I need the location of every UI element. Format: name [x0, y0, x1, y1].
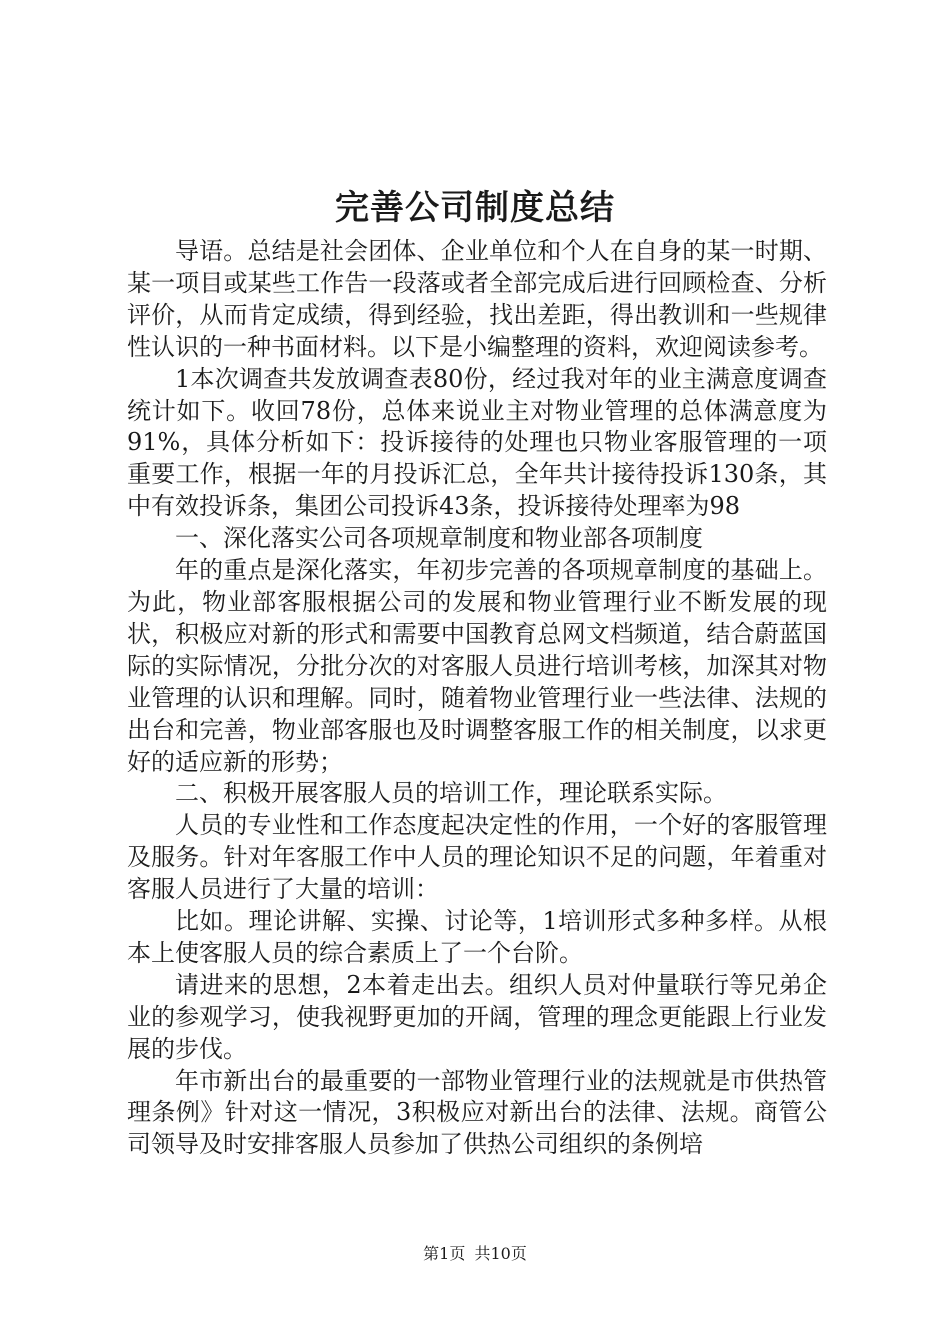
paragraph-go-out: 请进来的思想，2本着走出去。组织人员对仲量联行等兄弟企业的参观学习，使我视野更加的开阔，管理的理念更能跟上行业发展的步伐。	[127, 970, 827, 1063]
paragraph-intro: 导语。总结是社会团体、企业单位和个人在自身的某一时期、某一项目或某些工作告一段落或者全部完成后进行回顾检查、分析评价，从而肯定成绩，得到经验，找出差距，得出教训和一些规律性认识的一种书面材料。以下是小编整理的资料，欢迎阅读参考。	[127, 237, 827, 361]
section-heading-2: 二、积极开展客服人员的培训工作，理论联系实际。	[175, 779, 727, 808]
paragraph-training-forms: 比如。理论讲解、实操、讨论等，1培训形式多种多样。从根本上使客服人员的综合素质上了一个台阶。	[127, 907, 827, 967]
document-body	[127, 236, 827, 1161]
paragraph-section-1: 年的重点是深化落实，年初步完善的各项规章制度的基础上。为此，物业部客服根据公司的发展和物业管理行业不断发展的现状，积极应对新的形式和需要中国教育总网文档频道，结合蔚蓝国际的实际情况，分批分次的对客服人员进行培训考核，加深其对物业管理的认识和理解。同时，随着物业管理行业一些法律、法规的出台和完善，物业部客服也及时调整客服工作的相关制度，以求更好的适应新的形势；	[127, 556, 827, 776]
page-number: 第1页	[423, 1244, 466, 1263]
page-total: 共10页	[474, 1244, 527, 1263]
paragraph-survey: 1本次调查共发放调查表80份，经过我对年的业主满意度调查统计如下。收回78份，总体来说业主对物业管理的总体满意度为91%，具体分析如下：投诉接待的处理也只物业客服管理的一项重要工作，根据一年的月投诉汇总，全年共计接待投诉130条，其中有效投诉条，集团公司投诉43条，投诉接待处理率为98	[127, 364, 827, 521]
document-title: 完善公司制度总结	[335, 188, 615, 228]
section-heading-1: 一、深化落实公司各项规章制度和物业部各项制度	[175, 524, 703, 553]
paragraph-regulations: 年市新出台的最重要的一部物业管理行业的法规就是市供热管理条例》针对这一情况，3积极应对新出台的法律、法规。商管公司领导及时安排客服人员参加了供热公司组织的条例培	[127, 1066, 827, 1159]
page-footer	[0, 1243, 950, 1265]
paragraph-section-2: 人员的专业性和工作态度起决定性的作用，一个好的客服管理及服务。针对年客服工作中人员的理论知识不足的问题，年着重对客服人员进行了大量的培训：	[127, 811, 827, 904]
